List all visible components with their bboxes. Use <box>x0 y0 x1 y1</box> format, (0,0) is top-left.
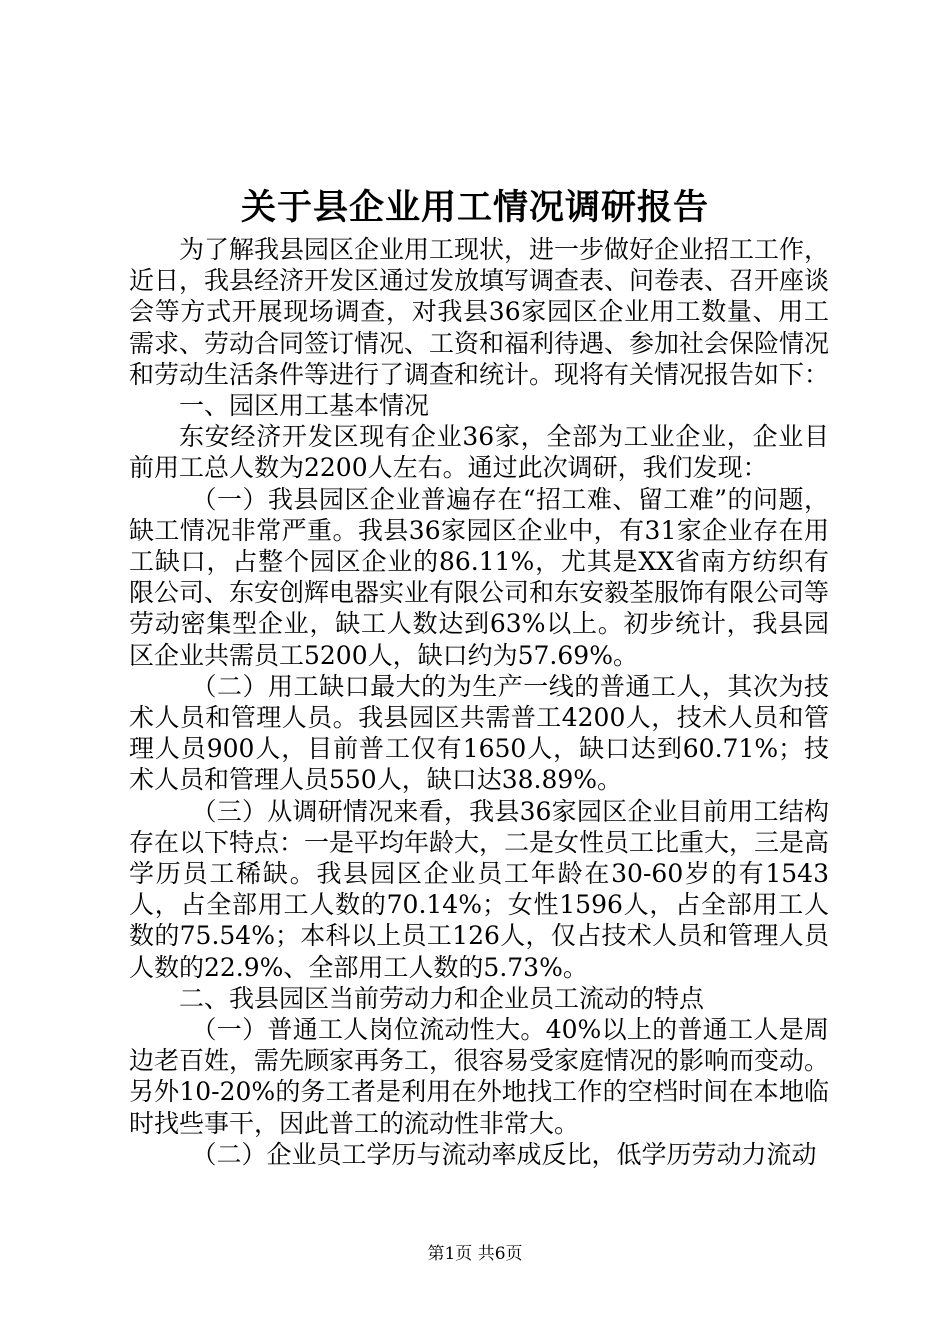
paragraph-point-2-1: （一）普通工人岗位流动性大。40%以上的普通工人是周边老百姓，需先顾家再务工，很容易受家庭情况的影响而变动。另外10-20%的务工者是利用在外地找工作的空档时间在本地临时找些事干，因此普工的流动性非常大。 <box>129 1015 830 1138</box>
paragraph-point-1-2: （二）用工缺口最大的为生产一线的普通工人，其次为技术人员和管理人员。我县园区共需普工4200人，技术人员和管理人员900人，目前普工仅有1650人，缺口达到60.71%；技术人员和管理人员550人，缺口达38.89%。 <box>129 671 829 795</box>
paragraph-point-1-3: （三）从调研情况来看，我县36家园区企业目前用工结构存在以下特点：一是平均年龄大，二是女性员工比重大，三是高学历员工稀缺。我县园区企业员工年龄在30-60岁的有1543人，占全部用工人数的70.14%；女性1596人，占全部用工人数的75.54%；本科以上员工126人，仅占技术人员和管理人员人数的22.9%、全部用工人数的5.73%。 <box>129 796 830 982</box>
paragraph-point-2-2: （二）企业员工学历与流动率成反比，低学历劳动力流动 <box>191 1139 817 1169</box>
paragraph-overview: 东安经济开发区现有企业36家，全部为工业企业，企业目前用工总人数为2200人左右。通过此次调研，我们发现： <box>129 422 829 483</box>
document-body <box>129 234 829 1170</box>
paragraph-intro: 为了解我县园区企业用工现状，进一步做好企业招工工作，近日，我县经济开发区通过发放填写调查表、问卷表、召开座谈会等方式开展现场调查，对我县36家园区企业用工数量、用工需求、劳动合同签订情况、工资和福利待遇、参加社会保险情况和劳动生活条件等进行了调查和统计。现将有关情况报告如下： <box>129 235 830 389</box>
document-title: 关于县企业用工情况调研报告 <box>240 187 709 228</box>
section-heading-1: 一、园区用工基本情况 <box>179 391 430 421</box>
paragraph-point-1-1: （一）我县园区企业普遍存在“招工难、留工难”的问题，缺工情况非常严重。我县36家园区企业中，有31家企业存在用工缺口，占整个园区企业的86.11%，尤其是XX省南方纺织有限公司、东安创辉电器实业有限公司和东安毅荃服饰有限公司等劳动密集型企业，缺工人数达到63%以上。初步统计，我县园区企业共需员工5200人，缺口约为57.69%。 <box>129 484 830 670</box>
section-heading-2: 二、我县园区当前劳动力和企业员工流动的特点 <box>179 983 705 1013</box>
page-footer: 第1页 共6页 <box>427 1244 523 1264</box>
